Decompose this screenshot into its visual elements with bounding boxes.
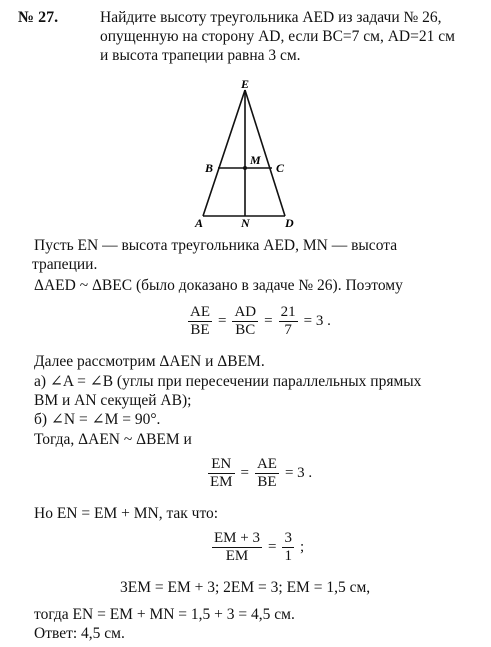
equation-ratio-1: $\frac{AE}{BE}$ = $\frac{AD}{BC}$ = $\frac{21}{7}$ = 3 . <box>190 304 331 338</box>
label-e: E <box>241 78 250 91</box>
point-a <box>34 372 421 410</box>
fraction-ae-be: $\frac{AE}{BE}$ <box>190 304 210 338</box>
calculation-line: 3EM = EM + 3; 2EM = 3; EM = 1,5 см, <box>120 579 371 596</box>
fraction-em3-em: $\frac{EM + 3}{EM}$ <box>214 530 260 564</box>
but-statement: Но EN = EM + MN, так что: <box>34 505 219 522</box>
triangle-figure <box>190 78 310 228</box>
equation-ratio-3: $\frac{EM + 3}{EM}$ = $\frac{3}{1}$ ; <box>214 530 305 564</box>
fraction-en-em: $\frac{EN}{EM}$ <box>210 456 233 490</box>
point-b: б) ∠N = ∠M = 90°. <box>34 411 161 428</box>
task-line-3: и высота трапеции равна 3 см. <box>100 47 301 64</box>
answer: Ответ: 4,5 см. <box>34 625 125 642</box>
label-d: D <box>285 216 294 228</box>
intro-line-1: Пусть EN — высота треугольника AED, MN — высота <box>34 237 398 254</box>
label-m: M <box>250 153 261 167</box>
task-statement <box>100 8 455 65</box>
label-a: A <box>195 216 204 228</box>
equation-ratio-2: $\frac{EN}{EM}$ = $\frac{AE}{BE}$ = 3 . <box>210 456 313 490</box>
fraction-3-1: $\frac{3}{1}$ <box>284 530 292 564</box>
label-n: N <box>241 216 250 228</box>
then-statement: Тогда, ΔAEN ~ ΔBEM и <box>34 431 192 448</box>
task-line-1: Найдите высоту треугольника AED из задачи № 26, <box>100 9 442 26</box>
fraction-ae-be-2: $\frac{AE}{BE}$ <box>256 456 277 490</box>
further-consider: Далее рассмотрим ΔAEN и ΔBEM. <box>34 353 265 370</box>
task-line-2: опущенную на сторону AD, если BC=7 см, AD=21 см <box>100 28 455 45</box>
fraction-ad-bc: $\frac{AD}{BC}$ <box>234 304 257 338</box>
point-a-line-2: BM и AN секущей AB); <box>34 392 192 409</box>
point-m <box>243 166 247 170</box>
side-ae <box>203 90 245 216</box>
intro-line-2: трапеции. <box>32 256 98 273</box>
final-computation: тогда EN = EM + MN = 1,5 + 3 = 4,5 см. <box>34 606 295 623</box>
fraction-21-7: $\frac{21}{7}$ <box>280 304 296 338</box>
similarity-statement: ΔAED ~ ΔBEC (было доказано в задаче № 26). Поэтому <box>34 277 403 294</box>
label-c: C <box>276 161 285 175</box>
point-a-line-1: а) ∠A = ∠B (углы при пересечении параллельных прямых <box>34 373 422 390</box>
solution-intro <box>34 236 397 274</box>
problem-number: № 27. <box>18 9 59 26</box>
label-b: B <box>205 161 214 175</box>
